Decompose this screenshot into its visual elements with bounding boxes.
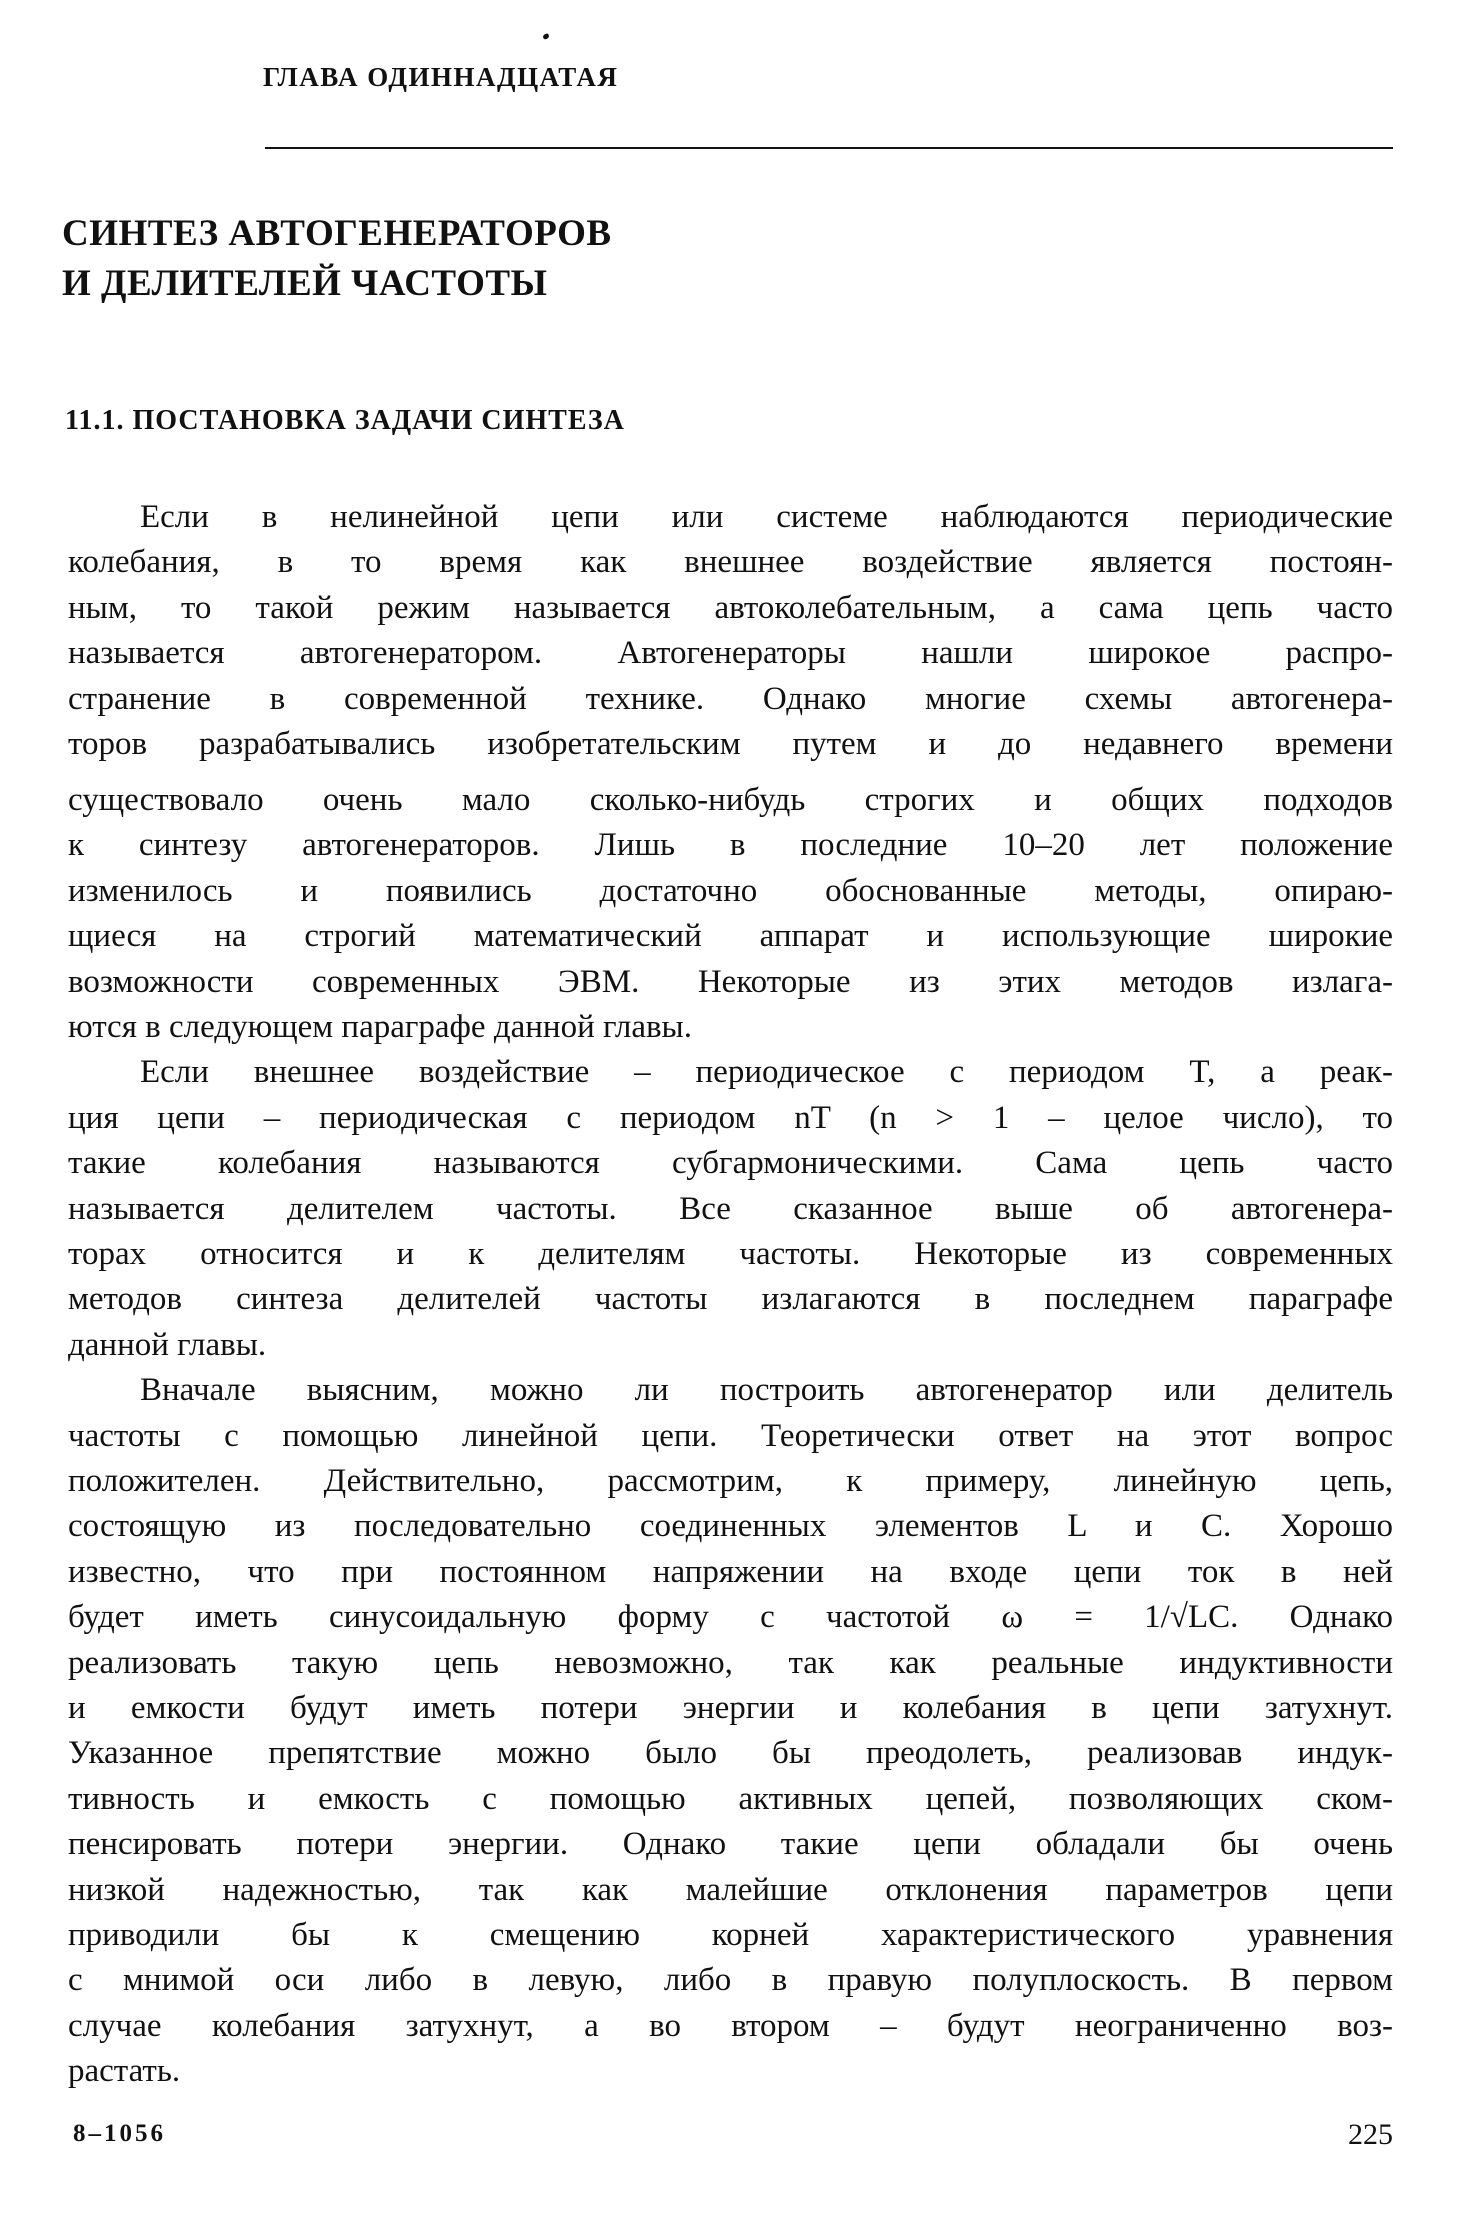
body-line-text: реализовать такую цепь невозможно, так как реальные индуктивности xyxy=(68,1644,1393,1681)
body-line-text: приводили бы к смещению корней характеристического уравнения xyxy=(68,1917,1393,1953)
body-line xyxy=(68,1824,1393,1864)
body-line xyxy=(68,1960,1393,2000)
body-line-text: возможности современных ЭВМ. Некоторые из этих методов излага- xyxy=(68,963,1393,1000)
body-line-text: Если внешнее воздействие – периодическое с периодом T, а реак- xyxy=(140,1054,1393,1091)
body-line-text: растать. xyxy=(68,2053,181,2090)
body-line xyxy=(68,1915,1393,1955)
body-line-text: Если в нелинейной цепи или системе наблюдаются периодические xyxy=(140,499,1393,535)
body-line-text: существовало очень мало сколько-нибудь строгих и общих подходов xyxy=(68,782,1393,818)
body-line xyxy=(68,1279,1393,1319)
body-line xyxy=(68,542,1393,582)
section-heading: 11.1. ПОСТАНОВКА ЗАДАЧИ СИНТЕЗА xyxy=(65,405,625,436)
body-line xyxy=(68,1098,1393,1138)
body-line-text: методов синтеза делителей частоты излагаются в последнем параграфе xyxy=(68,1281,1393,1318)
header-rule xyxy=(265,147,1393,149)
body-line xyxy=(68,724,1393,764)
body-line-text: торах относится и к делителям частоты. Некоторые из современных xyxy=(68,1236,1393,1272)
body-line xyxy=(68,916,1393,956)
chapter-label: ГЛАВА ОДИННАДЦАТАЯ xyxy=(263,62,619,92)
body-line-text: известно, что при постоянном напряжении на входе цепи ток в ней xyxy=(68,1553,1393,1590)
page-number: 225 xyxy=(1348,2118,1393,2151)
body-line-text: с мнимой оси либо в левую, либо в правую полуплоскость. В первом xyxy=(68,1962,1393,1999)
body-line-text: Вначале выясним, можно ли построить автогенератор или делитель xyxy=(140,1372,1393,1409)
body-line xyxy=(68,1461,1393,1501)
body-line-text: Указанное препятствие можно было бы преодолеть, реализовав индук- xyxy=(68,1735,1393,1772)
body-line-text: такие колебания называются субгармоническими. Сама цепь часто xyxy=(68,1145,1393,1182)
body-line-text: положителен. Действительно, рассмотрим, к примеру, линейную цепь, xyxy=(68,1463,1393,1499)
body-line xyxy=(68,2051,1393,2091)
body-line xyxy=(140,1370,1393,1410)
body-line xyxy=(68,1870,1393,1910)
body-line-text: странение в современной технике. Однако многие схемы автогенера- xyxy=(68,680,1393,717)
printer-signature: 8–1056 xyxy=(73,2120,166,2147)
body-line-text: случае колебания затухнут, а во втором – будут неограниченно воз- xyxy=(68,2007,1393,2044)
body-line xyxy=(68,588,1393,628)
body-line xyxy=(68,1234,1393,1274)
body-line-text: ются в следующем параграфе данной главы. xyxy=(68,1009,692,1045)
body-line xyxy=(68,1416,1393,1456)
body-line-text: называется автогенератором. Автогенераторы нашли широкое распро- xyxy=(68,635,1393,672)
body-line xyxy=(68,1597,1393,1637)
body-line-text: тивность и емкость с помощью активных цепей, позволяющих ском- xyxy=(68,1780,1393,1817)
body-line xyxy=(68,679,1393,719)
body-line xyxy=(68,1506,1393,1546)
body-line xyxy=(68,825,1393,865)
body-line-text: данной главы. xyxy=(68,1326,267,1363)
body-line xyxy=(68,1643,1393,1683)
body-line-text: ция цепи – периодическая с периодом nT (n > 1 – целое число), то xyxy=(68,1099,1393,1136)
body-line-text: пенсировать потери энергии. Однако такие цепи обладали бы очень xyxy=(68,1826,1393,1863)
print-speck xyxy=(542,33,549,40)
body-line-text: изменилось и появились достаточно обоснованные методы, опираю- xyxy=(68,872,1393,909)
body-line xyxy=(68,1143,1393,1183)
body-line-text: колебания, в то время как внешнее воздействие является постоян- xyxy=(68,544,1393,581)
body-line-text: частоты с помощью линейной цепи. Теоретически ответ на этот вопрос xyxy=(68,1417,1393,1454)
body-line-text: состоящую из последовательно соединенных элементов L и C. Хорошо xyxy=(68,1508,1393,1545)
body-line-text: торов разрабатывались изобретательским путем и до недавнего времени xyxy=(68,726,1393,762)
body-line xyxy=(68,633,1393,673)
body-line-text: будет иметь синусоидальную форму с частотой ω = 1/√LC. Однако xyxy=(68,1599,1393,1636)
body-line xyxy=(68,1688,1393,1728)
body-line xyxy=(68,1552,1393,1592)
body-line-text: щиеся на строгий математический аппарат и использующие широкие xyxy=(68,918,1393,955)
body-line xyxy=(68,1325,1393,1365)
body-line-text: называется делителем частоты. Все сказанное выше об автогенера- xyxy=(68,1190,1393,1227)
body-line xyxy=(68,962,1393,1002)
body-line xyxy=(68,1007,1393,1047)
body-line xyxy=(68,780,1393,820)
chapter-title-line-2: И ДЕЛИТЕЛЕЙ ЧАСТОТЫ xyxy=(62,263,548,304)
body-line xyxy=(68,1189,1393,1229)
body-line-text: ным, то такой режим называется автоколебательным, а сама цепь часто xyxy=(68,589,1393,626)
body-line xyxy=(68,1733,1393,1773)
body-line-text: к синтезу автогенераторов. Лишь в последние 10–20 лет положение xyxy=(68,827,1393,864)
body-line xyxy=(140,1052,1393,1092)
body-line-text: низкой надежностью, так как малейшие отклонения параметров цепи xyxy=(68,1871,1393,1908)
body-line xyxy=(68,871,1393,911)
body-line-text: и емкости будут иметь потери энергии и колебания в цепи затухнут. xyxy=(68,1690,1393,1726)
body-line xyxy=(68,2006,1393,2046)
body-line xyxy=(140,497,1393,537)
body-line xyxy=(68,1779,1393,1819)
chapter-title-line-1: СИНТЕЗ АВТОГЕНЕРАТОРОВ xyxy=(62,213,612,254)
